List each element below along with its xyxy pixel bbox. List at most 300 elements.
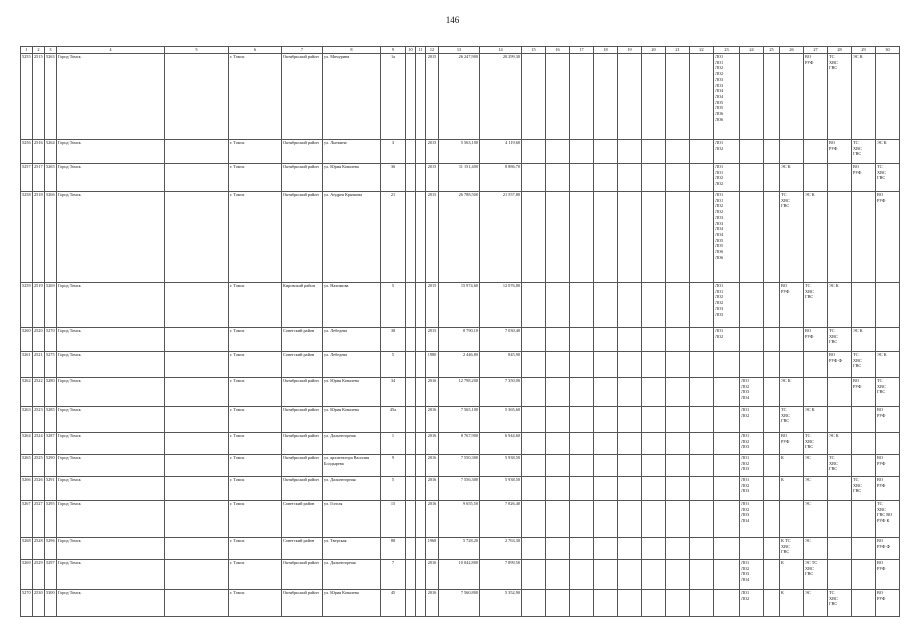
- cell-col-23: [714, 538, 740, 560]
- cell-col-30: ЭС К: [876, 352, 900, 378]
- cell-col-7: Октябрьский район: [282, 164, 323, 192]
- cell-col-18: [594, 455, 618, 477]
- cell-col-1: 5266: [21, 477, 33, 501]
- cell-col-20: [642, 433, 666, 455]
- cell-col-24: ЛО1 ЛО2 ЛО3 ЛО4: [740, 560, 764, 590]
- cell-col-9: 38: [381, 328, 406, 352]
- cell-col-16: [546, 378, 570, 407]
- cell-col-13: 8 767,900: [439, 433, 480, 455]
- column-number-row: [21, 47, 900, 54]
- cell-col-16: [546, 140, 570, 164]
- cell-col-6: г. Томск: [229, 560, 282, 590]
- cell-col-24: [740, 538, 764, 560]
- cell-col-13: 12 798,200: [439, 378, 480, 407]
- cell-col-11: [416, 560, 426, 590]
- cell-col-13: 2 446,80: [439, 352, 480, 378]
- cell-col-10: [406, 477, 416, 501]
- cell-col-8: ул. Нахимова: [323, 283, 381, 328]
- cell-col-21: [666, 407, 690, 433]
- cell-col-19: [618, 54, 642, 140]
- cell-col-8: ул. Мичурина: [323, 54, 381, 140]
- cell-col-10: [406, 433, 416, 455]
- cell-col-17: [570, 590, 594, 617]
- cell-col-13: 9 655,50: [439, 501, 480, 538]
- cell-col-29: [852, 283, 876, 328]
- cell-col-19: [618, 140, 642, 164]
- cell-col-14: 7 350,00: [480, 378, 522, 407]
- cell-col-19: [618, 192, 642, 283]
- cell-col-9: 3: [381, 140, 406, 164]
- cell-col-20: [642, 590, 666, 617]
- cell-col-9: 45а: [381, 407, 406, 433]
- cell-col-1: 5257: [21, 164, 33, 192]
- cell-col-18: [594, 538, 618, 560]
- cell-col-4: Город Томск: [57, 560, 165, 590]
- cell-col-4: Город Томск: [57, 538, 165, 560]
- cell-col-2: 2520: [33, 328, 45, 352]
- cell-col-20: [642, 560, 666, 590]
- cell-col-26: ВО РУФ: [780, 433, 804, 455]
- cell-col-30: ВО РУФ: [876, 407, 900, 433]
- cell-col-13: 10 042,800: [439, 560, 480, 590]
- cell-col-2: 2529: [33, 560, 45, 590]
- cell-col-20: [642, 477, 666, 501]
- cell-col-29: ТС ХВС ГВС: [852, 477, 876, 501]
- cell-col-19: [618, 590, 642, 617]
- cell-col-7: Советский район: [282, 501, 323, 538]
- cell-col-18: [594, 407, 618, 433]
- cell-col-3: 5300: [45, 590, 57, 617]
- cell-col-24: [740, 283, 764, 328]
- cell-col-5: [165, 560, 229, 590]
- cell-col-14: 7 826,40: [480, 501, 522, 538]
- cell-col-18: [594, 590, 618, 617]
- table-row: [21, 590, 900, 617]
- cell-col-9: 1: [381, 433, 406, 455]
- cell-col-14: 7 030,40: [480, 328, 522, 352]
- table-row: [21, 407, 900, 433]
- cell-col-2: 2516: [33, 140, 45, 164]
- cell-col-10: [406, 407, 416, 433]
- cell-col-11: [416, 455, 426, 477]
- cell-col-8: ул. архитектора Василия Болдырева: [323, 455, 381, 477]
- table-row: [21, 352, 900, 378]
- cell-col-7: Советский район: [282, 328, 323, 352]
- cell-col-28: ТС ХВС ГВС: [828, 455, 852, 477]
- column-header-30: 30: [876, 47, 900, 54]
- housing-register-table: [20, 46, 900, 617]
- cell-col-3: 5287: [45, 433, 57, 455]
- cell-col-18: [594, 164, 618, 192]
- cell-col-13: 26 247,900: [439, 54, 480, 140]
- cell-col-22: [690, 477, 714, 501]
- table-row: [21, 538, 900, 560]
- cell-col-3: 5263: [45, 54, 57, 140]
- cell-col-20: [642, 501, 666, 538]
- cell-col-14: 5 938,50: [480, 455, 522, 477]
- cell-col-22: [690, 590, 714, 617]
- cell-col-21: [666, 192, 690, 283]
- cell-col-22: [690, 455, 714, 477]
- column-header-22: 22: [690, 47, 714, 54]
- cell-col-20: [642, 140, 666, 164]
- cell-col-22: [690, 433, 714, 455]
- cell-col-12: 2015: [426, 192, 439, 283]
- cell-col-23: ЛО1 ЛО1 ЛО2 ЛО2: [714, 164, 740, 192]
- cell-col-27: ЭС К: [804, 192, 828, 283]
- cell-col-9: 88: [381, 538, 406, 560]
- cell-col-21: [666, 433, 690, 455]
- cell-col-25: [764, 328, 780, 352]
- cell-col-6: г. Томск: [229, 164, 282, 192]
- cell-col-15: [522, 192, 546, 283]
- cell-col-18: [594, 328, 618, 352]
- column-header-2: 2: [33, 47, 45, 54]
- table-row: [21, 560, 900, 590]
- cell-col-23: [714, 407, 740, 433]
- cell-col-11: [416, 352, 426, 378]
- cell-col-7: Советский район: [282, 352, 323, 378]
- column-header-26: 26: [780, 47, 804, 54]
- cell-col-29: ВО РУФ: [852, 378, 876, 407]
- cell-col-14: 20 299,30: [480, 54, 522, 140]
- cell-col-6: г. Томск: [229, 501, 282, 538]
- cell-col-23: [714, 352, 740, 378]
- table-row: [21, 477, 900, 501]
- cell-col-14: 4 119,60: [480, 140, 522, 164]
- column-header-29: 29: [852, 47, 876, 54]
- cell-col-30: ТС ХВС ГВС: [876, 164, 900, 192]
- cell-col-8: ул. Юрия Ковалева: [323, 590, 381, 617]
- cell-col-12: 2016: [426, 560, 439, 590]
- cell-col-19: [618, 283, 642, 328]
- cell-col-4: Город Томск: [57, 140, 165, 164]
- cell-col-20: [642, 192, 666, 283]
- cell-col-11: [416, 192, 426, 283]
- cell-col-16: [546, 501, 570, 538]
- cell-col-2: 2519: [33, 283, 45, 328]
- cell-col-12: 2015: [426, 164, 439, 192]
- cell-col-20: [642, 328, 666, 352]
- cell-col-28: ВО РУФ Ф: [828, 352, 852, 378]
- cell-col-5: [165, 433, 229, 455]
- cell-col-21: [666, 501, 690, 538]
- cell-col-3: 5275: [45, 352, 57, 378]
- cell-col-7: Советский район: [282, 538, 323, 560]
- cell-col-5: [165, 352, 229, 378]
- cell-col-5: [165, 328, 229, 352]
- cell-col-27: [804, 378, 828, 407]
- cell-col-20: [642, 455, 666, 477]
- cell-col-15: [522, 477, 546, 501]
- cell-col-19: [618, 164, 642, 192]
- cell-col-26: К: [780, 477, 804, 501]
- cell-col-6: г. Томск: [229, 192, 282, 283]
- cell-col-22: [690, 328, 714, 352]
- cell-col-30: ВО РУФ: [876, 590, 900, 617]
- column-header-8: 8: [323, 47, 381, 54]
- cell-col-10: [406, 54, 416, 140]
- column-header-1: 1: [21, 47, 33, 54]
- cell-col-11: [416, 590, 426, 617]
- column-header-24: 24: [740, 47, 764, 54]
- cell-col-17: [570, 54, 594, 140]
- cell-col-10: [406, 140, 416, 164]
- cell-col-29: [852, 590, 876, 617]
- cell-col-6: г. Томск: [229, 407, 282, 433]
- cell-col-17: [570, 538, 594, 560]
- cell-col-29: ВО РУФ: [852, 164, 876, 192]
- cell-col-17: [570, 433, 594, 455]
- cell-col-6: г. Томск: [229, 352, 282, 378]
- cell-col-30: ВО РУФ: [876, 560, 900, 590]
- cell-col-21: [666, 477, 690, 501]
- cell-col-18: [594, 54, 618, 140]
- column-header-10: 10: [406, 47, 416, 54]
- cell-col-4: Город Томск: [57, 477, 165, 501]
- cell-col-12: 2016: [426, 590, 439, 617]
- cell-col-26: [780, 501, 804, 538]
- cell-col-16: [546, 560, 570, 590]
- cell-col-6: г. Томск: [229, 477, 282, 501]
- cell-col-19: [618, 407, 642, 433]
- cell-col-1: 5269: [21, 560, 33, 590]
- cell-col-17: [570, 477, 594, 501]
- cell-col-25: [764, 407, 780, 433]
- cell-col-14: 7 899,50: [480, 560, 522, 590]
- column-header-14: 14: [480, 47, 522, 54]
- cell-col-9: 1а: [381, 54, 406, 140]
- table-row: [21, 378, 900, 407]
- cell-col-26: К ТС ХВС ГВС: [780, 538, 804, 560]
- column-header-6: 6: [229, 47, 282, 54]
- cell-col-5: [165, 590, 229, 617]
- cell-col-25: [764, 140, 780, 164]
- cell-col-22: [690, 54, 714, 140]
- cell-col-5: [165, 140, 229, 164]
- cell-col-19: [618, 352, 642, 378]
- cell-col-23: ЛО1 ЛО1 ЛО2 ЛО2 ЛО3 ЛО3: [714, 283, 740, 328]
- cell-col-4: Город Томск: [57, 501, 165, 538]
- cell-col-8: ул. Тверская: [323, 538, 381, 560]
- cell-col-2: 2523: [33, 407, 45, 433]
- cell-col-3: 5269: [45, 283, 57, 328]
- cell-col-3: 5295: [45, 501, 57, 538]
- column-header-19: 19: [618, 47, 642, 54]
- cell-col-13: 5 563,100: [439, 140, 480, 164]
- cell-col-16: [546, 352, 570, 378]
- cell-col-27: ВО РУФ: [804, 328, 828, 352]
- cell-col-7: Октябрьский район: [282, 54, 323, 140]
- cell-col-27: [804, 140, 828, 164]
- cell-col-18: [594, 140, 618, 164]
- cell-col-10: [406, 164, 416, 192]
- cell-col-14: 845,90: [480, 352, 522, 378]
- cell-col-8: ул. Юрия Ковалева: [323, 407, 381, 433]
- cell-col-26: ВО РУФ: [780, 283, 804, 328]
- cell-col-5: [165, 192, 229, 283]
- cell-col-6: г. Томск: [229, 328, 282, 352]
- cell-col-10: [406, 501, 416, 538]
- cell-col-6: г. Томск: [229, 378, 282, 407]
- cell-col-9: 36: [381, 164, 406, 192]
- cell-col-21: [666, 590, 690, 617]
- cell-col-4: Город Томск: [57, 54, 165, 140]
- cell-col-3: 5270: [45, 328, 57, 352]
- cell-col-27: ТС ХВС ГВС: [804, 433, 828, 455]
- cell-col-18: [594, 378, 618, 407]
- cell-col-29: ЭС К: [852, 328, 876, 352]
- cell-col-12: 1968: [426, 538, 439, 560]
- cell-col-12: 2016: [426, 378, 439, 407]
- cell-col-21: [666, 283, 690, 328]
- cell-col-10: [406, 328, 416, 352]
- cell-col-2: 2525: [33, 455, 45, 477]
- cell-col-7: Октябрьский район: [282, 477, 323, 501]
- cell-col-5: [165, 283, 229, 328]
- cell-col-25: [764, 54, 780, 140]
- cell-col-28: ВО РУФ: [828, 140, 852, 164]
- cell-col-9: 5: [381, 477, 406, 501]
- cell-col-21: [666, 352, 690, 378]
- cell-col-5: [165, 407, 229, 433]
- cell-col-4: Город Томск: [57, 590, 165, 617]
- cell-col-29: [852, 192, 876, 283]
- cell-col-25: [764, 501, 780, 538]
- cell-col-10: [406, 378, 416, 407]
- cell-col-23: [714, 433, 740, 455]
- cell-col-15: [522, 433, 546, 455]
- cell-col-24: ЛО1 ЛО2 ЛО3: [740, 477, 764, 501]
- cell-col-30: [876, 54, 900, 140]
- cell-col-11: [416, 501, 426, 538]
- cell-col-17: [570, 378, 594, 407]
- cell-col-29: [852, 538, 876, 560]
- cell-col-9: 9: [381, 455, 406, 477]
- cell-col-30: ВО РУФ Ф: [876, 538, 900, 560]
- cell-col-24: [740, 192, 764, 283]
- cell-col-25: [764, 590, 780, 617]
- cell-col-10: [406, 352, 416, 378]
- cell-col-24: [740, 164, 764, 192]
- cell-col-4: Город Томск: [57, 283, 165, 328]
- cell-col-16: [546, 477, 570, 501]
- column-header-3: 3: [45, 47, 57, 54]
- cell-col-20: [642, 407, 666, 433]
- cell-col-20: [642, 164, 666, 192]
- cell-col-17: [570, 407, 594, 433]
- page-number: 146: [445, 15, 460, 25]
- cell-col-17: [570, 192, 594, 283]
- cell-col-28: [828, 378, 852, 407]
- cell-col-3: 5264: [45, 140, 57, 164]
- cell-col-3: 5266: [45, 192, 57, 283]
- cell-col-8: ул. Лебедева: [323, 328, 381, 352]
- cell-col-28: [828, 501, 852, 538]
- cell-col-22: [690, 352, 714, 378]
- cell-col-28: ЭС К: [828, 433, 852, 455]
- cell-col-17: [570, 501, 594, 538]
- cell-col-18: [594, 501, 618, 538]
- cell-col-1: 5255: [21, 54, 33, 140]
- cell-col-3: 5291: [45, 477, 57, 501]
- cell-col-8: ул. Дальнегорная: [323, 560, 381, 590]
- cell-col-20: [642, 378, 666, 407]
- cell-col-1: 5258: [21, 192, 33, 283]
- cell-col-10: [406, 283, 416, 328]
- cell-col-24: [740, 352, 764, 378]
- cell-col-26: ТС ХВС ГВС: [780, 192, 804, 283]
- cell-col-1: 5268: [21, 538, 33, 560]
- cell-col-30: [876, 328, 900, 352]
- cell-col-6: г. Томск: [229, 140, 282, 164]
- cell-col-5: [165, 538, 229, 560]
- cell-col-29: [852, 433, 876, 455]
- cell-col-21: [666, 378, 690, 407]
- cell-col-27: ЭС К: [804, 407, 828, 433]
- cell-col-18: [594, 433, 618, 455]
- cell-col-25: [764, 433, 780, 455]
- cell-col-20: [642, 538, 666, 560]
- cell-col-30: ВО РУФ: [876, 455, 900, 477]
- cell-col-19: [618, 378, 642, 407]
- cell-col-1: 5256: [21, 140, 33, 164]
- cell-col-14: 2 763,30: [480, 538, 522, 560]
- cell-col-12: 2016: [426, 477, 439, 501]
- cell-col-16: [546, 283, 570, 328]
- cell-col-14: 5 365,60: [480, 407, 522, 433]
- cell-col-15: [522, 455, 546, 477]
- cell-col-12: 2016: [426, 501, 439, 538]
- cell-col-13: 11 151,400: [439, 164, 480, 192]
- cell-col-2: 2515: [33, 54, 45, 140]
- cell-col-26: К: [780, 455, 804, 477]
- cell-col-3: 5290: [45, 455, 57, 477]
- cell-col-17: [570, 164, 594, 192]
- cell-col-24: ЛО1 ЛО2: [740, 407, 764, 433]
- cell-col-9: 7: [381, 560, 406, 590]
- cell-col-3: 5285: [45, 407, 57, 433]
- cell-col-23: [714, 590, 740, 617]
- cell-col-18: [594, 192, 618, 283]
- cell-col-21: [666, 328, 690, 352]
- cell-col-26: [780, 140, 804, 164]
- cell-col-4: Город Томск: [57, 352, 165, 378]
- cell-col-13: 26 788,500: [439, 192, 480, 283]
- cell-col-2: 2521: [33, 352, 45, 378]
- cell-col-22: [690, 378, 714, 407]
- cell-col-17: [570, 560, 594, 590]
- cell-col-28: ТС ХВС ГВС: [828, 590, 852, 617]
- cell-col-6: г. Томск: [229, 54, 282, 140]
- cell-col-28: [828, 538, 852, 560]
- cell-col-25: [764, 455, 780, 477]
- cell-col-2: 2517: [33, 164, 45, 192]
- cell-col-25: [764, 538, 780, 560]
- cell-col-23: ЛО1 ЛО2: [714, 140, 740, 164]
- cell-col-4: Город Томск: [57, 433, 165, 455]
- cell-col-13: 7 550,300: [439, 455, 480, 477]
- cell-col-17: [570, 140, 594, 164]
- cell-col-28: [828, 560, 852, 590]
- cell-col-16: [546, 590, 570, 617]
- cell-col-24: ЛО1 ЛО2 ЛО3: [740, 455, 764, 477]
- cell-col-2: 2528: [33, 538, 45, 560]
- column-header-17: 17: [570, 47, 594, 54]
- cell-col-15: [522, 538, 546, 560]
- cell-col-18: [594, 477, 618, 501]
- cell-col-12: 2015: [426, 328, 439, 352]
